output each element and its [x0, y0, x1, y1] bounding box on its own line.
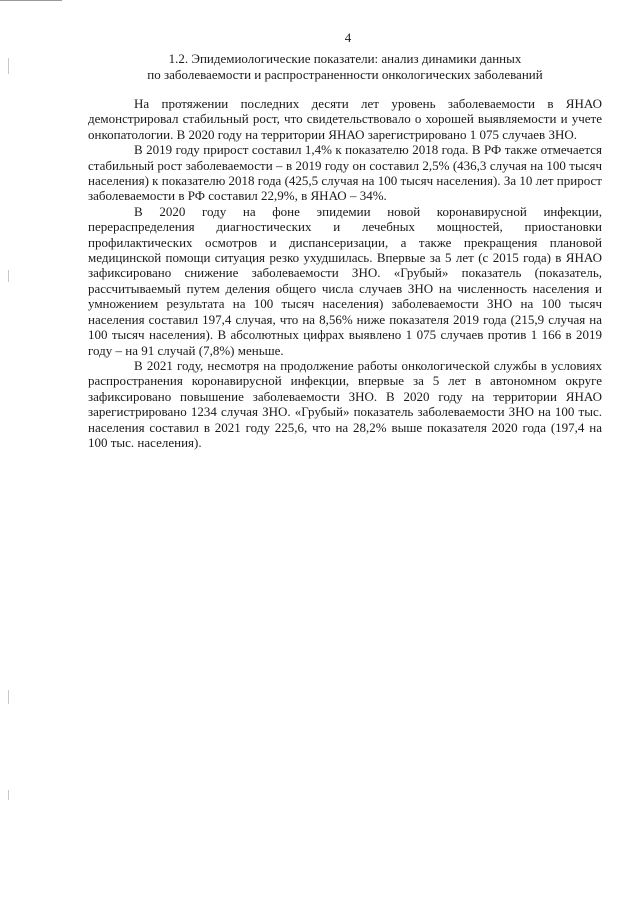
section-heading-line-2: по заболеваемости и распространенности онкологических заболеваний: [147, 67, 543, 82]
margin-scan-mark: [8, 790, 9, 800]
margin-scan-mark: [8, 270, 9, 282]
section-heading: [88, 51, 602, 83]
page-number: 4: [344, 30, 352, 45]
section-heading-line-1: 1.2. Эпидемиологические показатели: анализ динамики данных: [168, 51, 522, 66]
margin-scan-mark: [8, 58, 9, 74]
paragraph-1: На протяжении последних десяти лет уровень заболеваемости в ЯНАО демонстрировал стабильный рост, что свидетельствовало о хорошей выявляемости и учете онкопатологии. В 2020 году на территории ЯНАО зарегистрировано 1 075 случаев ЗНО.: [88, 96, 602, 142]
paragraph-4: В 2021 году, несмотря на продолжение работы онкологической службы в условиях распространения коронавирусной инфекции, впервые за 5 лет в автономном округе зафиксировано повышение заболеваемости ЗНО. В 2020 году на территории ЯНАО зарегистрировано 1234 случая ЗНО. «Грубый» показатель заболеваемости ЗНО на 100 тыс. населения составил в 2021 году 225,6, что на 28,2% выше показателя 2020 года (197,4 на 100 тыс. населения).: [88, 357, 602, 450]
paragraph-2: В 2019 году прирост составил 1,4% к показателю 2018 года. В РФ также отмечается стабильный рост заболеваемости – в 2019 году он составил 2,5% (436,3 случая на 100 тысяч населения) к показателю 2018 года (425,5 случая на 100 тысяч населения). За 10 лет прирост заболеваемости в РФ составил 22,9%, в ЯНАО – 34%.: [88, 142, 602, 204]
body-text: [88, 96, 602, 450]
paragraph-3: В 2020 году на фоне эпидемии новой коронавирусной инфекции, перераспределения диагностических и лечебных мощностей, приостановки профилактических осмотров и диспансеризации, а также прекращения плановой медицинской помощи ситуация резко ухудшилась. Впервые за 5 лет (с 2015 года) в ЯНАО зафиксировано снижение заболеваемости ЗНО. «Грубый» показатель (показатель, рассчитываемый путем деления общего числа случаев ЗНО на численность населения и умножением результата на 100 тысяч населения) заболеваемости ЗНО на 100 тысяч населения составил 197,4 случая, что на 8,56% ниже показателя 2019 года (215,9 случая на 100 тысяч населения). В абсолютных цифрах выявлено 1 075 случаев против 1 166 в 2019 году – на 91 случай (7,8%) меньше.: [88, 203, 602, 358]
margin-scan-mark: [8, 690, 9, 704]
scan-edge-line: [0, 0, 62, 1]
